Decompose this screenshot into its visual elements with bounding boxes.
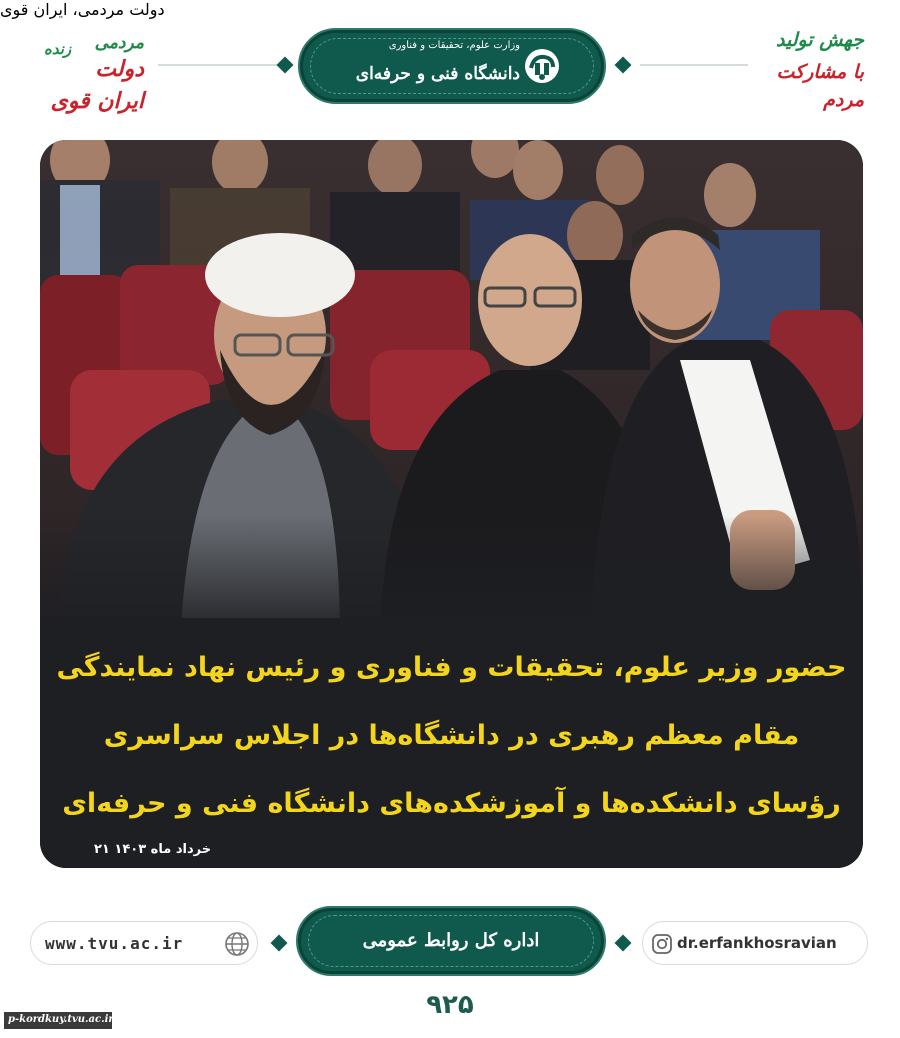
slogan-left-text: دولت مردمی، ایران قوی: [0, 0, 165, 19]
headline-line-2: مقام معظم رهبری در دانشگاه‌ها در اجلاس سراسری: [103, 720, 800, 751]
university-logo-icon: [522, 46, 562, 86]
university-name: دانشگاه فنی و حرفه‌ای: [355, 64, 520, 84]
headline-line-3: رؤسای دانشکده‌ها و آموزشکده‌های دانشگاه فنی و حرفه‌ای: [62, 788, 841, 819]
university-banner: [298, 28, 606, 104]
headline-line-1: حضور وزیر علوم، تحقیقات و فناوری و رئیس نهاد نمایندگی: [56, 652, 847, 683]
svg-text:ایران قوی: ایران قوی: [50, 88, 144, 114]
diamond-ornament: [271, 935, 288, 952]
website-url: www.tvu.ac.ir: [45, 934, 184, 953]
department-banner: [296, 906, 606, 976]
instagram-link[interactable]: [642, 921, 868, 965]
svg-text:با مشارکت: با مشارکت: [776, 61, 864, 83]
svg-text:جهش تولید: جهش تولید: [776, 29, 864, 51]
svg-text:مردم: مردم: [823, 89, 864, 111]
instagram-icon: [651, 933, 673, 955]
page-header: [0, 0, 900, 135]
event-photo: [40, 140, 863, 640]
diamond-ornament: [615, 935, 632, 952]
svg-text:زنده: زنده: [44, 40, 72, 58]
svg-text:مردمی: مردمی: [94, 33, 144, 53]
source-tag: p-kordkuy.tvu.ac.ir: [4, 1012, 112, 1029]
header-divider-left: [158, 64, 286, 66]
instagram-handle: dr.erfankhosravian: [677, 934, 837, 952]
ministry-name: وزارت علوم، تحقیقات و فناوری: [388, 40, 520, 51]
post-number: ۹۲۵: [426, 990, 474, 1020]
svg-text:دولت: دولت: [95, 56, 144, 82]
header-divider-right: [640, 64, 748, 66]
department-name: اداره کل روابط عمومی: [362, 930, 540, 951]
diamond-ornament: [615, 57, 632, 74]
event-date: ۲۱ خرداد ماه ۱۴۰۳: [94, 842, 212, 857]
news-card: [40, 140, 863, 868]
slogan-logo-right: [752, 14, 870, 126]
website-link[interactable]: [30, 921, 258, 965]
slogan-logo-left: [26, 14, 148, 122]
diamond-ornament: [277, 57, 294, 74]
globe-icon: [224, 931, 250, 957]
